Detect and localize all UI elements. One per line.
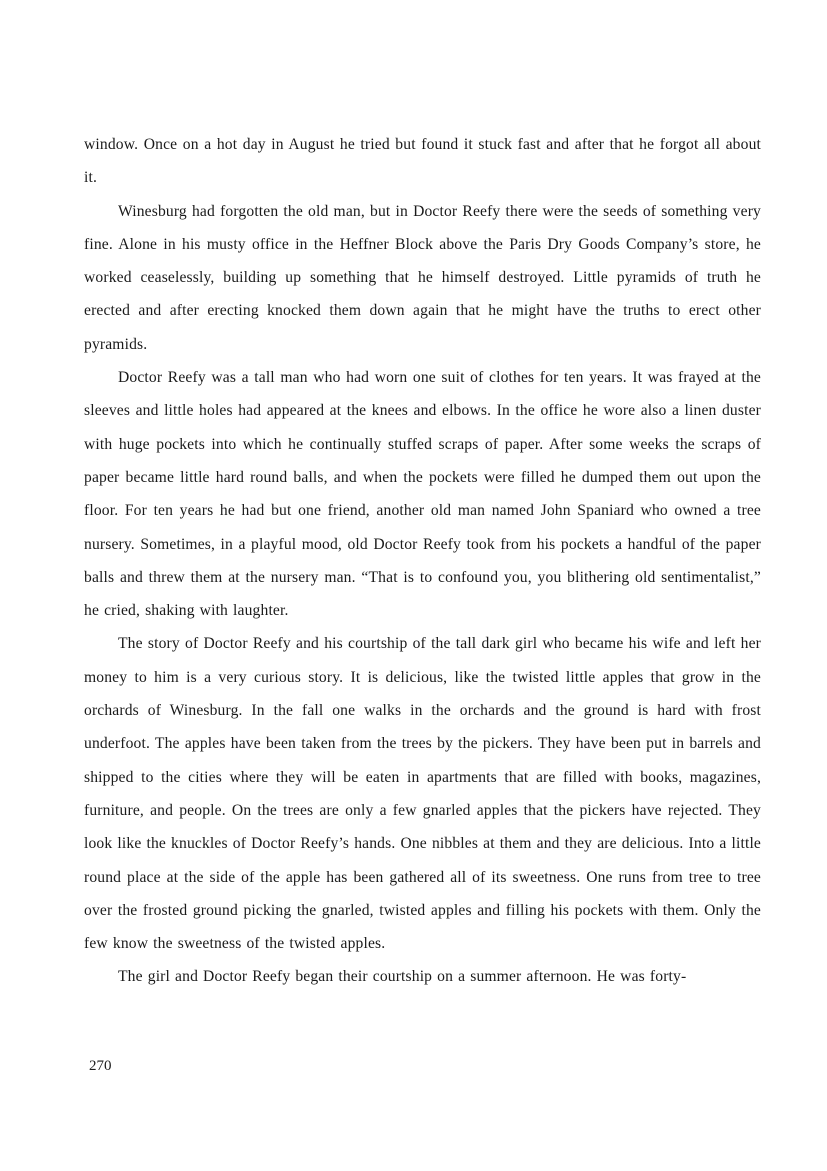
paragraph-continued: window. Once on a hot day in August he tried but found it stuck fast and after that he forgot all about it. <box>84 136 761 187</box>
paragraph: Winesburg had forgotten the old man, but in Doctor Reefy there were the seeds of something very fine. Alone in his musty office in the Heffner Block above the Paris Dry Goods Company’s store, he worked ceaselessly, building up something that he himself destroyed. Little pyramids of truth he erected and after erecting knocked them down again that he might have the truths to erect other pyramids. <box>84 202 761 353</box>
paragraph: The story of Doctor Reefy and his courtship of the tall dark girl who became his wife and left her money to him is a very curious story. It is delicious, like the twisted little apples that grow in the orchards of Winesburg. In the fall one walks in the orchards and the ground is hard with frost underfoot. The apples have been taken from the trees by the pickers. They have been put in barrels and shipped to the cities where they will be eaten in apartments that are filled with books, magazines, furniture, and people. On the trees are only a few gnarled apples that the pickers have rejected. They look like the knuckles of Doctor Reefy’s hands. One nibbles at them and they are delicious. Into a little round place at the side of the apple has been gathered all of its sweetness. One runs from tree to tree over the frosted ground picking the gnarled, twisted apples and filling his pockets with them. Only the few know the sweetness of the twisted apples. <box>84 635 761 953</box>
page-number: 270 <box>89 1058 112 1074</box>
paragraph: The girl and Doctor Reefy began their courtship on a summer afternoon. He was forty- <box>118 968 687 986</box>
paragraph: Doctor Reefy was a tall man who had worn one suit of clothes for ten years. It was frayed at the sleeves and little holes had appeared at the knees and elbows. In the office he wore also a linen duster with huge pockets into which he continually stuffed scraps of paper. After some weeks the scraps of paper became little hard round balls, and when the pockets were filled he dumped them out upon the floor. For ten years he had but one friend, another old man named John Spaniard who owned a tree nursery. Sometimes, in a playful mood, old Doctor Reefy took from his pockets a handful of the paper balls and threw them at the nursery man. “That is to confound you, you blithering old sentimentalist,” he cried, shaking with laughter. <box>84 369 761 620</box>
body-text <box>84 128 761 994</box>
